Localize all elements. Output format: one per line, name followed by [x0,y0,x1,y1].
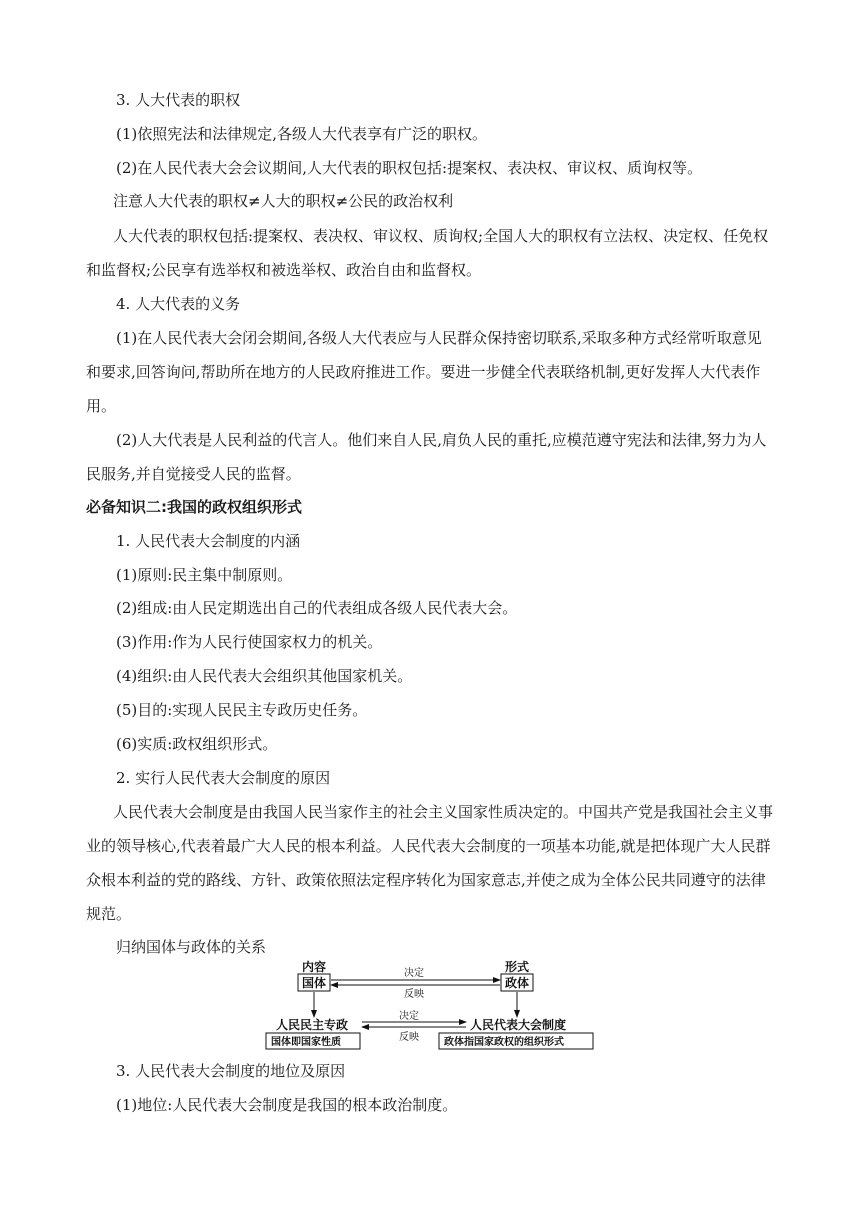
paragraph: 人大代表的职权包括:提案权、表决权、审议权、质询权;全国人大的职权有立法权、决定权、任免权 [113,227,769,245]
paragraph: 和要求,回答询问,帮助所在地方的人民政府推进工作。要进一步健全代表联络机制,更好发挥人大代表作 [86,363,761,381]
guoti-label: 国体 [302,976,327,990]
paragraph: 人民代表大会制度是由我国人民当家作主的社会主义国家性质决定的。中国共产党是我国社会主义事 [113,803,774,821]
diagram-caption: 归纳国体与政体的关系 [116,938,267,956]
paragraph: (2)人大代表是人民利益的代言人。他们来自人民,肩负人民的重托,应模范遵守宪法和法律,努力为人 [116,431,767,449]
guoti-box [298,974,330,991]
paragraph: 用。 [86,397,117,415]
paragraph: (2)在人民代表大会会议期间,人大代表的职权包括:提案权、表决权、审议权、质询权等。 [116,159,703,177]
paragraph: 众根本利益的党的路线、方针、政策依照法定程序转化为国家意志,并使之成为全体公民共同遵守的法律 [86,871,766,889]
heading-npc-system-meaning: 1. 人民代表大会制度的内涵 [116,532,301,550]
paragraph: 业的领导核心,代表着最广大人民的根本利益。人民代表大会制度的一项基本功能,就是把体现广大人民群 [86,837,771,855]
paragraph: 规范。 [86,905,132,923]
paragraph: 和监督权;公民享有选举权和被选举权、政治自由和监督权。 [86,261,482,279]
top-reflect-label: 反映 [404,989,424,1000]
npc-system-label: 人民代表大会制度 [470,1018,567,1032]
content-label: 内容 [302,960,327,974]
list-item: (6)实质:政权组织形式。 [116,735,278,753]
list-item: (3)作用:作为人民行使国家权力的机关。 [116,633,383,651]
paragraph: 民服务,并自觉接受人民的监督。 [86,465,301,483]
paragraph: (1)在人民代表大会闭会期间,各级人大代表应与人民群众保持密切联系,采取多种方式经常听取意见 [116,329,762,347]
bottom-decide-label: 决定 [399,1011,419,1022]
list-item: (2)组成:由人民定期选出自己的代表组成各级人民代表大会。 [116,599,518,617]
guoti-def-box [266,1033,360,1049]
zhengti-def-box [439,1033,593,1049]
note-line: 注意人大代表的职权≠人大的职权≠公民的政治权利 [113,192,454,210]
zhengti-box [501,974,533,991]
top-decide-label: 决定 [404,968,424,979]
heading-npc-deputy-powers: 3. 人大代表的职权 [116,91,241,109]
form-label: 形式 [505,960,530,974]
guoti-def-label: 国体即国家性质 [271,1037,341,1048]
list-item: (4)组织:由人民代表大会组织其他国家机关。 [116,667,413,685]
heading-npc-system-status: 3. 人民代表大会制度的地位及原因 [116,1062,346,1080]
dictatorship-label: 人民民主专政 [276,1018,349,1032]
zhengti-def-label: 政体指国家政权的组织形式 [444,1037,564,1048]
section-heading: 必备知识二:我国的政权组织形式 [86,498,303,516]
paragraph: (1)依照宪法和法律规定,各级人大代表享有广泛的职权。 [116,125,488,143]
list-item: (1)原则:民主集中制原则。 [116,566,293,584]
bottom-reflect-label: 反映 [399,1032,419,1043]
zhengti-label: 政体 [505,976,530,990]
heading-npc-system-reasons: 2. 实行人民代表大会制度的原因 [116,769,331,787]
heading-npc-deputy-duties: 4. 人大代表的义务 [116,295,241,313]
paragraph: (1)地位:人民代表大会制度是我国的根本政治制度。 [116,1096,458,1114]
list-item: (5)目的:实现人民民主专政历史任务。 [116,701,368,719]
